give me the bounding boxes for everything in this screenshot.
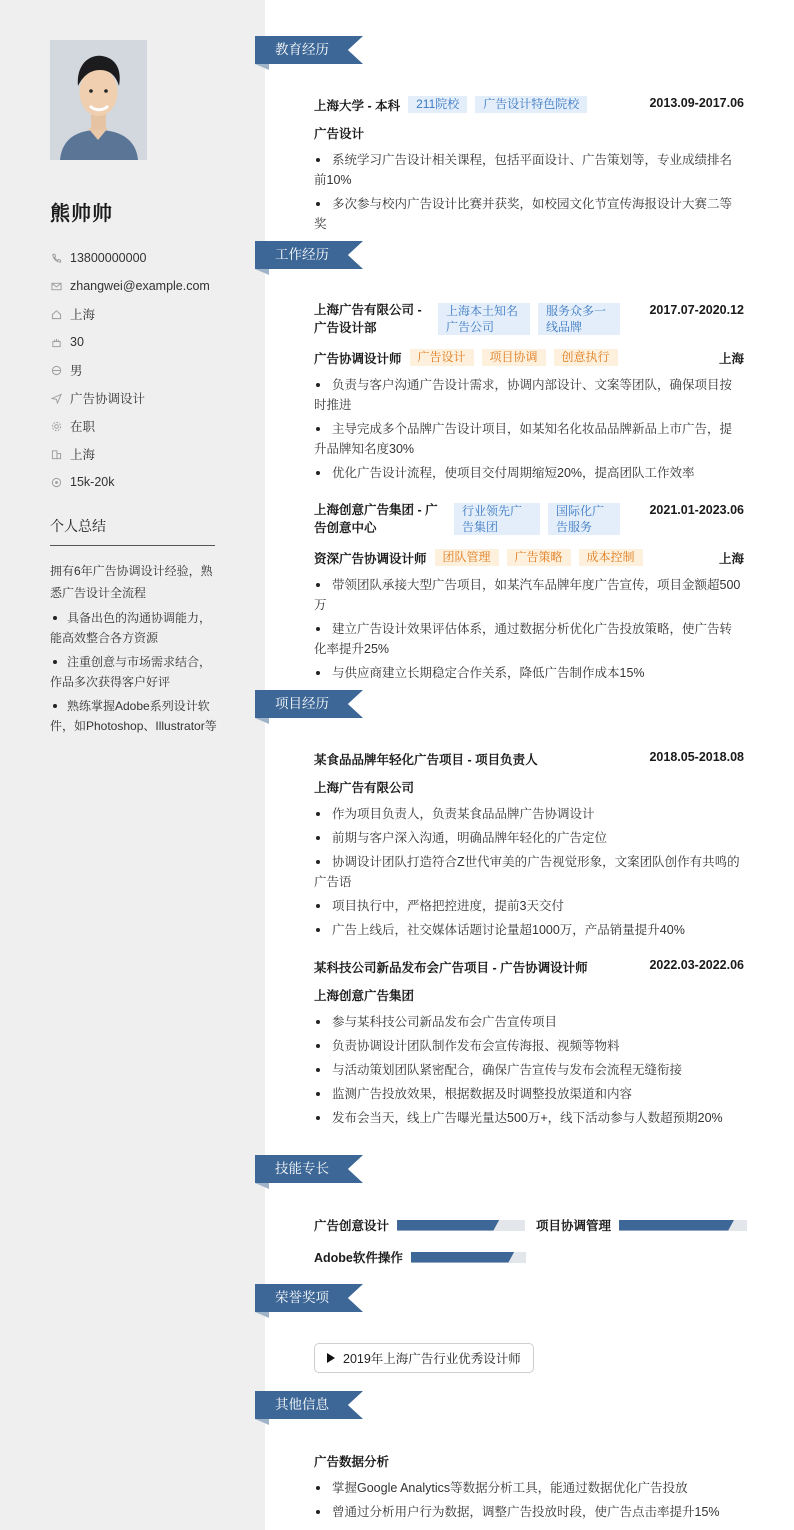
education-points bbox=[314, 150, 744, 238]
contact-info-list bbox=[50, 244, 230, 496]
work-2-points bbox=[314, 575, 744, 687]
section-title: 项目经历 bbox=[275, 696, 329, 711]
list-item: 协调设计团队打造符合Z世代审美的广告视觉形象，文案团队创作有共鸣的广告语 bbox=[314, 852, 744, 892]
skill-item bbox=[314, 1248, 526, 1266]
age-icon bbox=[50, 336, 62, 348]
project-2-points bbox=[314, 1012, 744, 1132]
role-tag: 创意执行 bbox=[554, 349, 618, 366]
list-item: 与活动策划团队紧密配合，确保广告宣传与发布会流程无缝衔接 bbox=[314, 1060, 744, 1080]
section-title: 技能专长 bbox=[275, 1161, 329, 1176]
project-1-org: 上海广告有限公司 bbox=[314, 781, 415, 795]
list-item: 负责与客户沟通广告设计需求，协调内部设计、文案等团队，确保项目按时推进 bbox=[314, 375, 744, 415]
list-item: 负责协调设计团队制作发布会宣传海报、视频等物料 bbox=[314, 1036, 744, 1056]
role-tag: 广告设计 bbox=[410, 349, 474, 366]
skill-name: Adobe软件操作 bbox=[314, 1251, 403, 1265]
company-tag: 服务众多一线品牌 bbox=[538, 303, 620, 335]
list-item: 广告上线后，社交媒体话题讨论量超1000万，产品销量提升40% bbox=[314, 920, 744, 940]
section-title: 工作经历 bbox=[275, 247, 329, 262]
job-intent-text: 广告协调设计 bbox=[70, 392, 146, 406]
company-tag: 上海本土知名广告公司 bbox=[438, 303, 530, 335]
list-item: 建立广告设计效果评估体系，通过数据分析优化广告投放策略，使广告转化率提升25% bbox=[314, 619, 744, 659]
summary-point: 注重创意与市场需求结合，作品多次获得客户好评 bbox=[50, 652, 220, 692]
project-1-points bbox=[314, 804, 744, 944]
list-item: 监测广告投放效果，根据数据及时调整投放渠道和内容 bbox=[314, 1084, 744, 1104]
email-text: zhangwei@example.com bbox=[70, 279, 210, 293]
project-2-header bbox=[314, 958, 744, 976]
list-item: 优化广告设计流程，使项目交付周期缩短20%，提高团队工作效率 bbox=[314, 463, 744, 483]
info-city bbox=[50, 440, 230, 468]
company-line: 上海创意广告集团 - 广 bbox=[314, 503, 438, 517]
list-item: 项目执行中，严格把控进度，提前3天交付 bbox=[314, 896, 744, 916]
profile-photo bbox=[50, 40, 147, 160]
section-header-other bbox=[255, 1391, 363, 1421]
skill-name: 项目协调管理 bbox=[536, 1219, 612, 1233]
section-header-education bbox=[255, 36, 363, 66]
work-2-date: 2021.01-2023.06 bbox=[649, 503, 744, 517]
job-intent-icon bbox=[50, 392, 62, 404]
info-status bbox=[50, 412, 230, 440]
list-item: 发布会当天，线上广告曝光量达500万+，线下活动参与人数超预期20% bbox=[314, 1108, 744, 1128]
info-age bbox=[50, 328, 230, 356]
info-salary bbox=[50, 468, 230, 496]
list-item: 作为项目负责人，负责某食品品牌广告协调设计 bbox=[314, 804, 744, 824]
city-icon bbox=[50, 448, 62, 460]
work-1-role-row bbox=[314, 349, 744, 367]
section-header-skills bbox=[255, 1155, 363, 1185]
award-text: 2019年上海广告行业优秀设计师 bbox=[343, 1352, 521, 1366]
skill-item bbox=[536, 1216, 747, 1234]
candidate-name: 熊帅帅 bbox=[50, 203, 113, 225]
company-tag: 行业领先广告集团 bbox=[454, 503, 540, 535]
work-2-role: 资深广告协调设计师 bbox=[314, 552, 427, 566]
gender-icon bbox=[50, 364, 62, 376]
info-email bbox=[50, 272, 230, 300]
project-1-org-row bbox=[314, 778, 744, 796]
summary-point: 熟练掌握Adobe系列设计软件，如Photoshop、Illustrator等 bbox=[50, 696, 220, 736]
skill-bar bbox=[411, 1252, 526, 1263]
phone-text: 13800000000 bbox=[70, 251, 147, 265]
project-1-title: 某食品品牌年轻化广告项目 - 项目负责人 bbox=[314, 753, 538, 767]
phone-icon bbox=[50, 252, 62, 264]
home-icon bbox=[50, 308, 62, 320]
work-2-city: 上海 bbox=[718, 552, 744, 566]
section-title: 其他信息 bbox=[275, 1397, 329, 1412]
role-tag: 项目协调 bbox=[482, 349, 546, 366]
company-tag: 国际化广告服务 bbox=[548, 503, 620, 535]
skill-item bbox=[314, 1216, 525, 1234]
section-header-work bbox=[255, 241, 363, 271]
list-item: 曾通过分析用户行为数据，调整广告投放时段，使广告点击率提升15% bbox=[314, 1502, 744, 1522]
status-text: 在职 bbox=[70, 420, 96, 434]
summary-point: 具备出色的沟通协调能力，能高效整合各方资源 bbox=[50, 608, 220, 648]
work-1-date: 2017.07-2020.12 bbox=[649, 303, 744, 317]
salary-text: 15k-20k bbox=[70, 475, 115, 489]
info-hometown bbox=[50, 300, 230, 328]
section-header-awards bbox=[255, 1284, 363, 1314]
skill-bar bbox=[397, 1220, 525, 1231]
role-tag: 团队管理 bbox=[435, 549, 499, 566]
section-title: 荣誉奖项 bbox=[275, 1290, 329, 1305]
list-item: 系统学习广告设计相关课程，包括平面设计、广告策划等，专业成绩排名前10% bbox=[314, 150, 744, 190]
school-tag: 广告设计特色院校 bbox=[475, 96, 587, 113]
project-1-date: 2018.05-2018.08 bbox=[649, 750, 744, 764]
work-2-role-row bbox=[314, 549, 744, 567]
work-1-role: 广告协调设计师 bbox=[314, 352, 402, 366]
major: 广告设计 bbox=[314, 127, 365, 141]
sidebar bbox=[0, 0, 265, 1530]
work-1-company bbox=[314, 301, 432, 337]
school-tag: 211院校 bbox=[408, 96, 467, 113]
summary-intro: 拥有6年广告协调设计经验，熟悉广告设计全流程 bbox=[50, 564, 213, 600]
info-phone bbox=[50, 244, 230, 272]
work-1-points bbox=[314, 375, 744, 487]
company-line: 上海广告有限公司 - bbox=[314, 303, 422, 317]
list-item: 参与某科技公司新品发布会广告宣传项目 bbox=[314, 1012, 744, 1032]
section-header-projects bbox=[255, 690, 363, 720]
other-title: 广告数据分析 bbox=[314, 1455, 390, 1469]
skill-bar-fill bbox=[619, 1220, 734, 1231]
company-line: 告创意中心 bbox=[314, 521, 377, 535]
skill-name: 广告创意设计 bbox=[314, 1219, 390, 1233]
salary-icon bbox=[50, 476, 62, 488]
list-item: 主导完成多个品牌广告设计项目，如某知名化妆品品牌新品上市广告，提升品牌知名度30% bbox=[314, 419, 744, 459]
other-points bbox=[314, 1478, 744, 1526]
work-1-city: 上海 bbox=[718, 352, 744, 366]
summary-title: 个人总结 bbox=[50, 516, 215, 546]
skill-bar-fill bbox=[411, 1252, 515, 1263]
education-major-row bbox=[314, 124, 744, 142]
email-icon bbox=[50, 280, 62, 292]
skill-bar-fill bbox=[397, 1220, 499, 1231]
education-date: 2013.09-2017.06 bbox=[649, 96, 744, 110]
list-item: 与供应商建立长期稳定合作关系，降低广告制作成本15% bbox=[314, 663, 744, 683]
education-header bbox=[314, 96, 744, 114]
info-gender bbox=[50, 356, 230, 384]
work-2-company bbox=[314, 501, 444, 537]
project-2-date: 2022.03-2022.06 bbox=[649, 958, 744, 972]
work-1-header bbox=[314, 301, 744, 337]
project-2-org-row bbox=[314, 986, 744, 1004]
school-name: 上海大学 - 本科 bbox=[314, 99, 401, 113]
company-line: 广告设计部 bbox=[314, 321, 377, 335]
project-2-org: 上海创意广告集团 bbox=[314, 989, 415, 1003]
hometown-text: 上海 bbox=[70, 308, 96, 322]
section-title: 教育经历 bbox=[275, 42, 329, 57]
role-tag: 广告策略 bbox=[507, 549, 571, 566]
age-text: 30 bbox=[70, 335, 84, 349]
gender-text: 男 bbox=[70, 364, 83, 378]
list-item: 多次参与校内广告设计比赛并获奖，如校园文化节宣传海报设计大赛二等奖 bbox=[314, 194, 744, 234]
status-icon bbox=[50, 420, 62, 432]
project-1-header bbox=[314, 750, 744, 768]
summary-points bbox=[50, 608, 220, 740]
work-2-header bbox=[314, 501, 744, 537]
award-item[interactable] bbox=[314, 1343, 534, 1373]
project-2-title: 某科技公司新品发布会广告项目 - 广告协调设计师 bbox=[314, 961, 588, 975]
list-item: 前期与客户深入沟通，明确品牌年轻化的广告定位 bbox=[314, 828, 744, 848]
city-text: 上海 bbox=[70, 448, 96, 462]
role-tag: 成本控制 bbox=[579, 549, 643, 566]
list-item: 带领团队承接大型广告项目，如某汽车品牌年度广告宣传，项目金额超500万 bbox=[314, 575, 744, 615]
other-title-row bbox=[314, 1452, 744, 1470]
play-icon bbox=[327, 1353, 335, 1363]
list-item: 掌握Google Analytics等数据分析工具，能通过数据优化广告投放 bbox=[314, 1478, 744, 1498]
info-job-intent bbox=[50, 384, 230, 412]
skill-bar bbox=[619, 1220, 747, 1231]
